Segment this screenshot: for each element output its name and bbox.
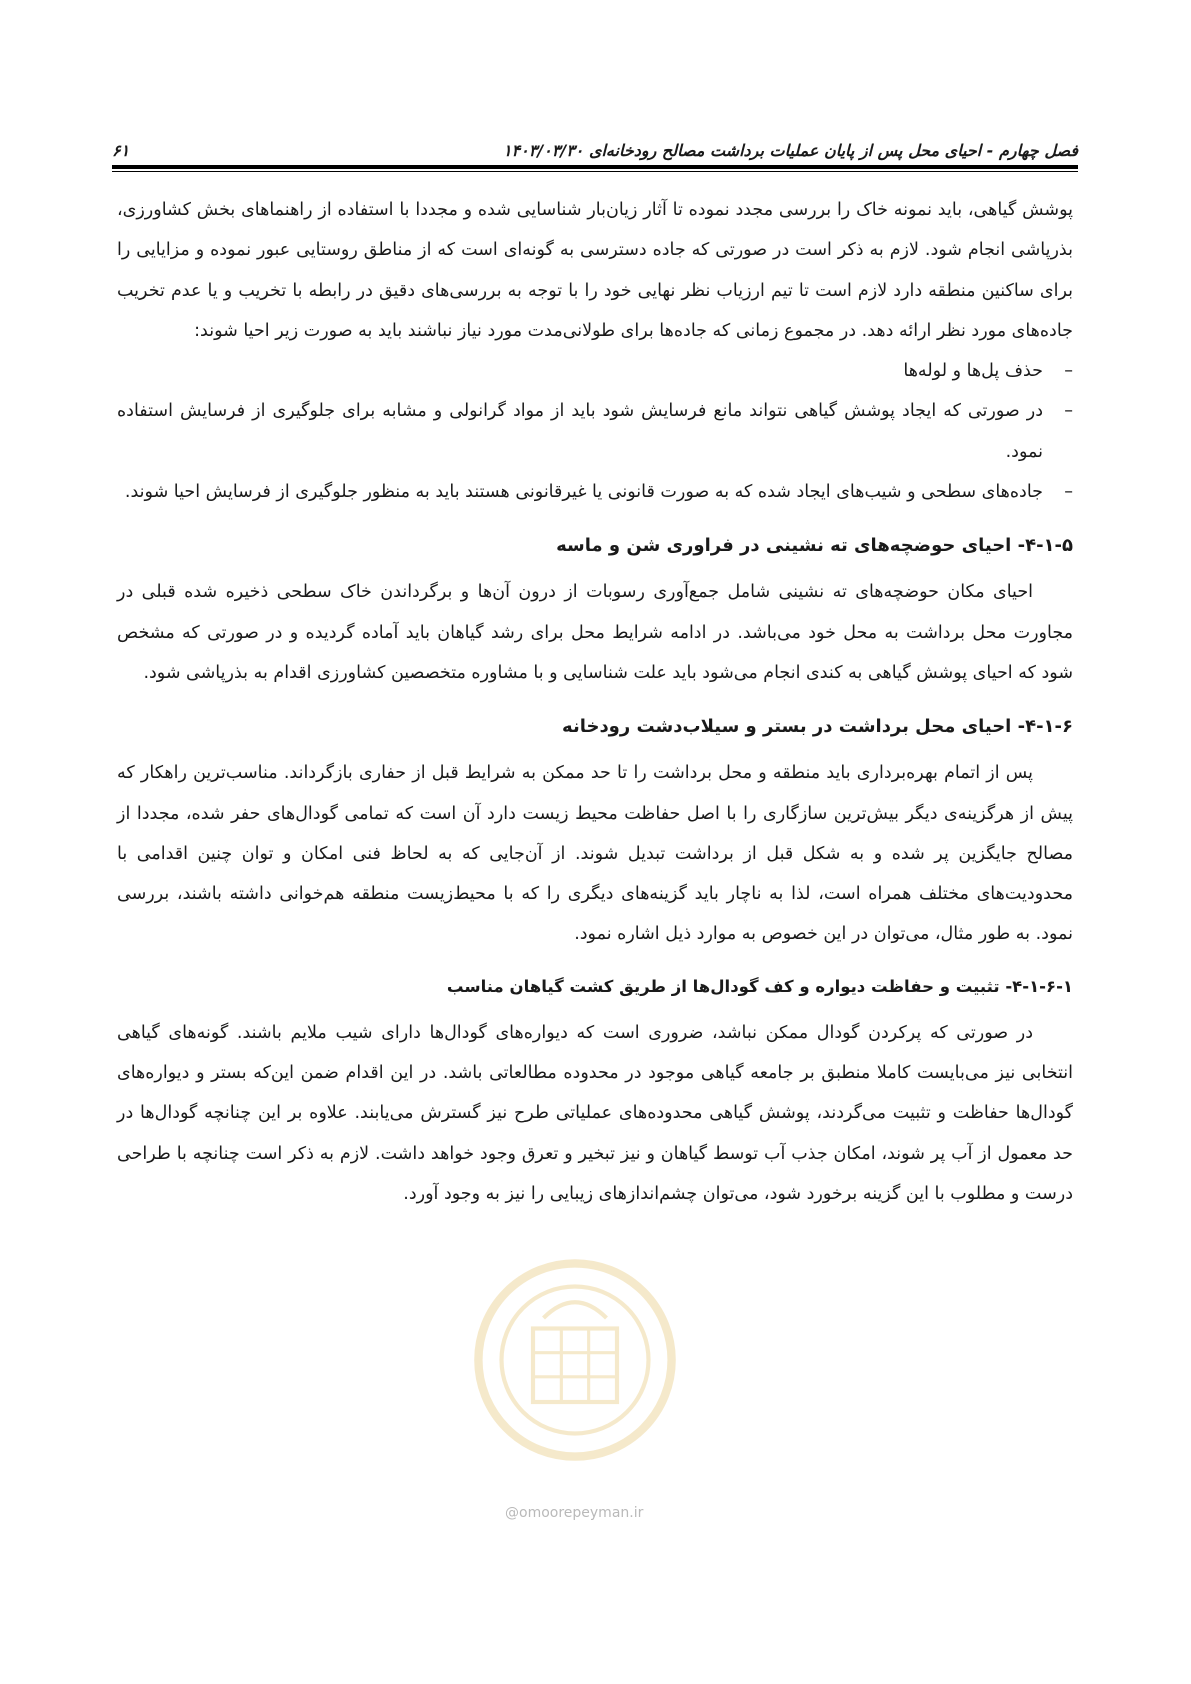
section-heading-4-1-6: ۴-۱-۶- احیای محل برداشت در بستر و سیلاب‌دشت رودخانه [562, 716, 1073, 738]
intro-paragraph: پوشش گیاهی، باید نمونه خاک را بررسی مجدد نموده تا آثار زیان‌بار شناسایی شده و مجددا با استفاده از راهنماهای بخش کشاورزی، بذرپاشی انجام شود. لازم به ذکر است در صورتی که جاده دسترسی به گونه‌ای است که از مناطق روستایی عبور نموده و مزایایی را برای ساکنین منطقه دارد لازم است تا تیم ارزیاب نظر نهایی خود را با توجه به بررسی‌های دقیق در رابطه با تخریب و یا عدم تخریب جاده‌های مورد نظر ارائه دهد. در مجموع زمانی که جاده‌ها برای طولانی‌مدت مورد نیاز نباشند باید به صورت زیر احیا شوند: [117, 200, 1073, 341]
bullet-dash: – [1064, 361, 1073, 382]
bullet-text: حذف پل‌ها و لوله‌ها [903, 361, 1043, 382]
header-rule-thick [112, 165, 1078, 169]
section-4-1-6-1-paragraph: در صورتی که پرکردن گودال ممکن نباشد، ضروری است که دیواره‌های گودال‌ها دارای شیب ملایم باشند. گونه‌های گیاهی انتخابی نیز می‌بایست کاملا منطبق بر جامعه گیاهی موجود در محدوده مطالعاتی باشد. در این اقدام ضمن این‌که بستر و دیواره‌های گودال‌ها حفاظت و تثبیت می‌گردند، پوشش گیاهی محدوده‌های عملیاتی طرح نیز گسترش می‌یابند. علاوه بر این چنانچه گودال‌ها در حد معمول از آب پر شوند، امکان جذب آب توسط گیاهان و نیز تبخیر و تعرق وجود خواهد داشت. لازم به ذکر است چنانچه با طراحی درست و مطلوب با این گزینه برخورد شود، می‌توان چشم‌اندازهای زیبایی را نیز به وجود آورد. [117, 1022, 1073, 1204]
bullet-text: جاده‌های سطحی و شیب‌های ایجاد شده که به صورت قانونی یا غیرقانونی هستند باید به منظور جلوگیری از فرسایش احیا شوند. [124, 482, 1043, 503]
watermark-site-text: @omoorepeyman.ir [505, 1505, 644, 1521]
bullet-item [117, 472, 1073, 512]
bullet-item [117, 351, 1073, 391]
page-header [112, 130, 1078, 160]
header-rule-thin [112, 171, 1078, 172]
section-heading-4-1-6-1: ۴-۱-۶-۱- تثبیت و حفاظت دیواره و کف گودال‌ها از طریق کشت گیاهان مناسب [446, 976, 1073, 996]
bullet-list [117, 351, 1073, 512]
bullet-text: در صورتی که ایجاد پوشش گیاهی نتواند مانع فرسایش شود باید از مواد گرانولی و مشابه برای جلوگیری از فرسایش استفاده نمود. [117, 401, 1043, 462]
page-number: ۶۱ [112, 141, 130, 160]
bullet-item [117, 391, 1073, 472]
section-4-1-6-paragraph: پس از اتمام بهره‌برداری باید منطقه و محل برداشت را تا حد ممکن به شرایط قبل از حفاری بازگرداند. مناسب‌ترین راهکار که پیش از هرگزینه‌ی دیگر بیش‌ترین سازگاری را با اصل حفاظت محیط زیست دارد آن است که تمامی گودال‌های حفر شده، مجددا از مصالح جایگزین پر شده و به شکل قبل از برداشت تبدیل شوند. از آن‌جایی که به لحاظ فنی امکان و توان چنین اقدامی با محدودیت‌های مختلف همراه است، لذا به ناچار باید گزینه‌های دیگری را که با محیط‌زیست منطقه هم‌خوانی داشته باشند، بررسی نمود. به طور مثال، می‌توان در این خصوص به موارد ذیل اشاره نمود. [117, 763, 1073, 945]
bullet-dash: – [1064, 482, 1073, 503]
section-heading-4-1-5: ۴-۱-۵- احیای حوضچه‌های ته نشینی در فراوری شن و ماسه [556, 535, 1073, 557]
chapter-title: فصل چهارم - احیای محل پس از پایان عملیات برداشت مصالح رودخانه‌ای ۱۴۰۳/۰۳/۳۰ [502, 141, 1078, 160]
page-content [117, 190, 1073, 1214]
section-4-1-5-paragraph: احیای مکان حوضچه‌های ته نشینی شامل جمع‌آوری رسوبات از درون آن‌ها و برگرداندن خاک سطحی ذخیره شده قبلی در مجاورت محل برداشت به محل خود می‌باشد. در ادامه شرایط محل برای رشد گیاهان باید آماده گردیده و در صورتی که مشخص شود که احیای پوشش گیاهی به کندی انجام می‌شود باید علت شناسایی و با مشاوره متخصصین کشاورزی اقدام به بذرپاشی شود. [117, 582, 1073, 683]
bullet-dash: – [1064, 401, 1073, 422]
watermark-logo-icon [470, 1255, 680, 1465]
